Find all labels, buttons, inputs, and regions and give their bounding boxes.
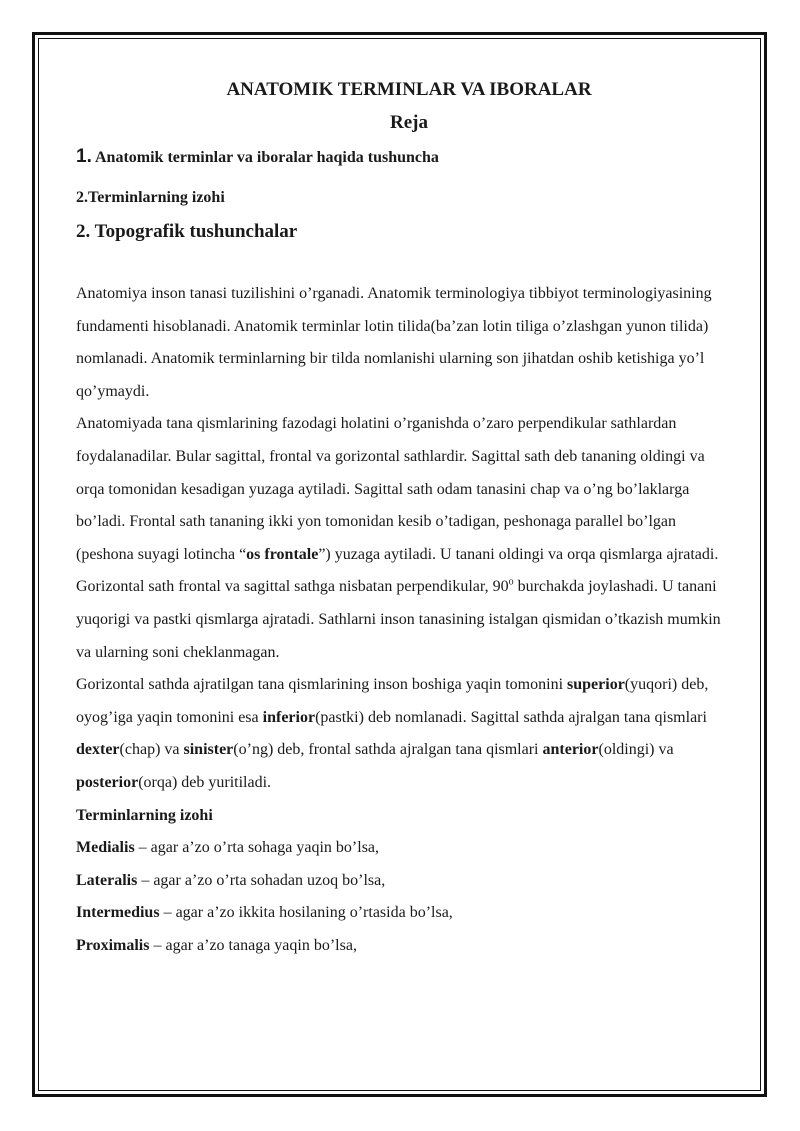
paragraph-planes bbox=[76, 408, 726, 669]
term-posterior: posterior bbox=[76, 773, 139, 791]
plan-item-text: Anatomik terminlar va iboralar haqida tushuncha bbox=[94, 149, 439, 166]
text-run: (oldingi) va bbox=[598, 741, 674, 759]
text-run: Gorizontal sathda ajratilgan tana qismlarining inson boshiga yaqin tomonini bbox=[76, 676, 568, 694]
text-run: (pastki) deb nomlanadi. Sagittal sathda ajralgan tana qismlari bbox=[315, 708, 707, 726]
definition-term: Proximalis bbox=[76, 936, 150, 954]
degree-sign: o bbox=[508, 577, 514, 589]
plan-item-number: 2. bbox=[76, 221, 91, 242]
plan-item-number: 1. bbox=[76, 146, 92, 167]
definition-text: – agar a’zo o’rta sohaga yaqin bo’lsa, bbox=[134, 839, 380, 857]
definition-item bbox=[76, 930, 726, 963]
text-run: Anatomiyada tana qismlarining fazodagi holatini o’rganishda o’zaro perpendikular sathlardan foydalanadilar. Bular sagittal, frontal va gorizontal sathlardir. Sagittal sath deb tananing oldingi va orqa tomonidan kesadigan yuzaga aytiladi. Sagittal sath odam tanasini chap va o’ng bo’laklarga bo’ladi. Frontal sath tananing ikki yon tomonidan kesib o’tadigan, peshonaga parallel bo’lgan (peshona suyagi lotincha “ bbox=[76, 415, 705, 563]
term-os-frontale: os frontale bbox=[246, 545, 319, 563]
plan-item-3 bbox=[76, 214, 726, 254]
definition-term: Intermedius bbox=[76, 904, 160, 922]
definition-item bbox=[76, 897, 726, 930]
text-run: (o’ng) deb, frontal sathda ajralgan tana qismlari bbox=[233, 741, 543, 759]
document-title: ANATOMIK TERMINLAR VA IBORALAR bbox=[226, 79, 592, 100]
definition-item bbox=[76, 832, 726, 865]
text-run: (orqa) deb yuritiladi. bbox=[138, 773, 272, 791]
spacer bbox=[76, 254, 726, 278]
plan-item-2 bbox=[76, 178, 726, 214]
plan-item-text: Terminlarning izohi bbox=[88, 189, 225, 206]
term-dexter: dexter bbox=[76, 741, 120, 759]
term-superior: superior bbox=[567, 676, 625, 694]
text-run: (yuqori) deb, oyog’iga yaqin tomonini esa bbox=[76, 676, 709, 726]
plan-title: Reja bbox=[390, 112, 428, 133]
document-content bbox=[76, 76, 726, 962]
definition-text: – agar a’zo o’rta sohadan uzoq bo’lsa, bbox=[137, 871, 386, 889]
text-run: burchakda joylashadi. U tanani yuqorigi va pastki qismlarga ajratadi. Sathlarni inson tanasining istalgan qismidan o’tkazish mumkin va ularning soni cheklanmagan. bbox=[76, 578, 721, 661]
plan-item-number: 2. bbox=[76, 189, 88, 206]
term-inferior: inferior bbox=[262, 708, 316, 726]
term-anterior: anterior bbox=[542, 741, 599, 759]
plan-item-text: Topografik tushunchalar bbox=[94, 221, 298, 242]
text-run: (chap) va bbox=[119, 741, 184, 759]
definition-term: Lateralis bbox=[76, 871, 138, 889]
plan-item-1 bbox=[76, 142, 726, 178]
term-sinister: sinister bbox=[183, 741, 234, 759]
paragraph-intro: Anatomiya inson tanasi tuzilishini o’rganadi. Anatomik terminologiya tibbiyot terminologiyasining fundamenti hisoblanadi. Anatomik terminlar lotin tilida(ba’zan lotin tiliga o’zlashgan yunon tilida) nomlanadi. Anatomik terminlarning bir tilda nomlanishi ularning son jihatdan oshib ketishiga yo’l qo’ymaydi. bbox=[76, 285, 712, 400]
definition-item bbox=[76, 865, 726, 898]
text-run: ”) yuzaga aytiladi. U tanani oldingi va orqa qismlarga ajratadi. Gorizontal sath frontal va sagittal sathga nisbatan perpendikular, 90 bbox=[76, 545, 719, 596]
body-text bbox=[76, 278, 726, 962]
definition-text: – agar a’zo ikkita hosilaning o’rtasida bo’lsa, bbox=[159, 904, 453, 922]
section-heading: Terminlarning izohi bbox=[76, 806, 213, 824]
paragraph-directions bbox=[76, 669, 726, 799]
definition-term: Medialis bbox=[76, 839, 135, 857]
definition-text: – agar a’zo tanaga yaqin bo’lsa, bbox=[149, 936, 357, 954]
